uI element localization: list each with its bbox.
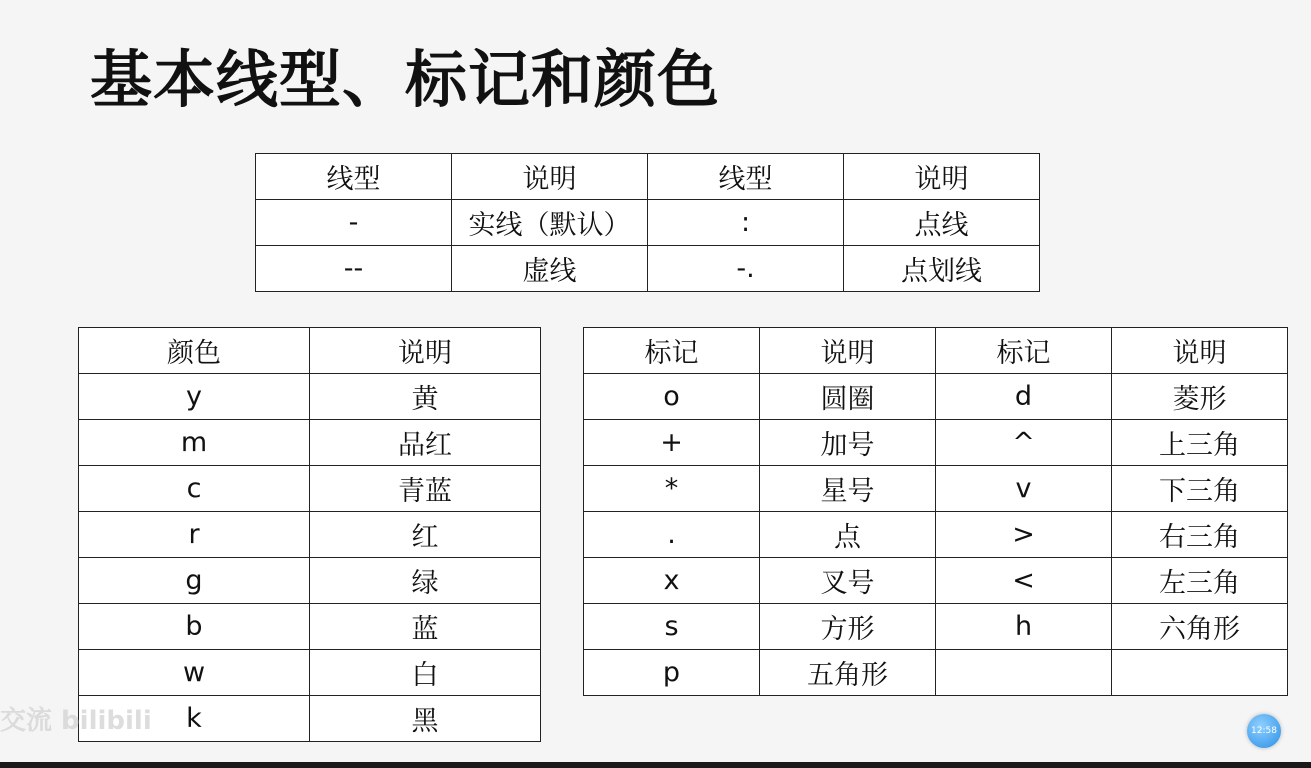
marker-row xyxy=(584,374,1288,420)
table-cell: ^ xyxy=(936,420,1112,466)
table-cell: v xyxy=(936,466,1112,512)
table-cell: > xyxy=(936,512,1112,558)
table-cell: 菱形 xyxy=(1112,374,1288,420)
table-cell: 黑 xyxy=(310,696,541,742)
table-cell: 点 xyxy=(760,512,936,558)
color-row xyxy=(79,650,541,696)
table-cell: x xyxy=(584,558,760,604)
table-cell: h xyxy=(936,604,1112,650)
table-cell: 右三角 xyxy=(1112,512,1288,558)
table-cell: + xyxy=(584,420,760,466)
table-cell: o xyxy=(584,374,760,420)
table-cell: g xyxy=(79,558,310,604)
marker-header-row xyxy=(584,328,1288,374)
slide-title: 基本线型、标记和颜色 xyxy=(90,43,721,116)
header-cell: 线型 xyxy=(648,154,844,200)
marker-row xyxy=(584,466,1288,512)
table-cell: r xyxy=(79,512,310,558)
header-cell: 说明 xyxy=(760,328,936,374)
table-cell: < xyxy=(936,558,1112,604)
table-cell: 点划线 xyxy=(844,246,1040,292)
table-cell xyxy=(936,650,1112,696)
header-cell: 标记 xyxy=(936,328,1112,374)
table-cell: - xyxy=(256,200,452,246)
table-cell: * xyxy=(584,466,760,512)
table-cell: c xyxy=(79,466,310,512)
table-cell: w xyxy=(79,650,310,696)
table-cell: -. xyxy=(648,246,844,292)
linestyle-row xyxy=(256,200,1040,246)
header-cell: 说明 xyxy=(310,328,541,374)
table-cell: 绿 xyxy=(310,558,541,604)
table-cell: d xyxy=(936,374,1112,420)
table-cell: 叉号 xyxy=(760,558,936,604)
header-cell: 说明 xyxy=(1112,328,1288,374)
table-cell: 品红 xyxy=(310,420,541,466)
table-cell: m xyxy=(79,420,310,466)
table-cell: 白 xyxy=(310,650,541,696)
table-cell: s xyxy=(584,604,760,650)
table-cell: 上三角 xyxy=(1112,420,1288,466)
marker-row xyxy=(584,650,1288,696)
table-cell: 虚线 xyxy=(452,246,648,292)
table-cell: 黄 xyxy=(310,374,541,420)
color-row xyxy=(79,604,541,650)
time-badge[interactable]: 12:58 xyxy=(1247,714,1281,748)
header-cell: 颜色 xyxy=(79,328,310,374)
linestyle-table xyxy=(255,153,1040,292)
color-row xyxy=(79,374,541,420)
color-table xyxy=(78,327,541,742)
color-row xyxy=(79,420,541,466)
table-cell xyxy=(1112,650,1288,696)
video-watermark: 交流 bilibili xyxy=(0,706,152,736)
color-row xyxy=(79,558,541,604)
header-cell: 线型 xyxy=(256,154,452,200)
marker-row xyxy=(584,604,1288,650)
table-cell: . xyxy=(584,512,760,558)
table-cell: 红 xyxy=(310,512,541,558)
table-cell: 五角形 xyxy=(760,650,936,696)
table-cell: 蓝 xyxy=(310,604,541,650)
header-cell: 标记 xyxy=(584,328,760,374)
linestyle-row xyxy=(256,246,1040,292)
table-cell: -- xyxy=(256,246,452,292)
marker-row xyxy=(584,558,1288,604)
table-cell: b xyxy=(79,604,310,650)
table-cell: 青蓝 xyxy=(310,466,541,512)
table-cell: 实线（默认） xyxy=(452,200,648,246)
table-cell: 方形 xyxy=(760,604,936,650)
table-cell: 圆圈 xyxy=(760,374,936,420)
header-cell: 说明 xyxy=(844,154,1040,200)
table-cell: k xyxy=(79,696,310,742)
marker-table xyxy=(583,327,1288,696)
marker-row xyxy=(584,420,1288,466)
table-cell: 下三角 xyxy=(1112,466,1288,512)
table-cell: 点线 xyxy=(844,200,1040,246)
color-row xyxy=(79,512,541,558)
color-row xyxy=(79,466,541,512)
linestyle-header-row xyxy=(256,154,1040,200)
table-cell: 左三角 xyxy=(1112,558,1288,604)
color-header-row xyxy=(79,328,541,374)
marker-row xyxy=(584,512,1288,558)
table-cell: y xyxy=(79,374,310,420)
table-cell: 星号 xyxy=(760,466,936,512)
table-cell: 六角形 xyxy=(1112,604,1288,650)
table-cell: 加号 xyxy=(760,420,936,466)
bottom-bar xyxy=(0,762,1311,768)
header-cell: 说明 xyxy=(452,154,648,200)
table-cell: p xyxy=(584,650,760,696)
table-cell: : xyxy=(648,200,844,246)
